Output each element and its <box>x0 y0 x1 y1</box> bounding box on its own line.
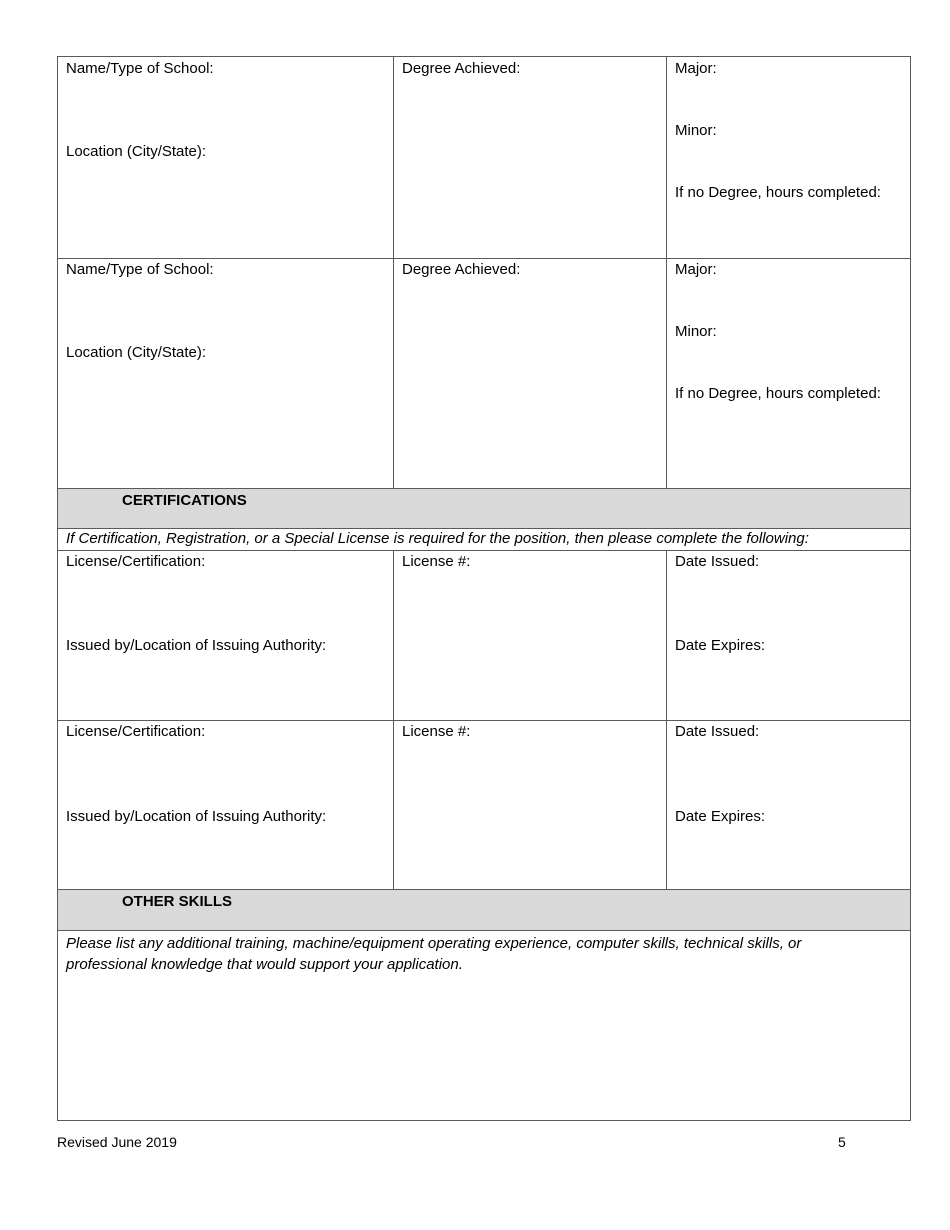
minor-label: Minor: <box>675 122 717 139</box>
license-number-label: License #: <box>402 553 471 570</box>
education-row <box>57 259 911 489</box>
other-skills-header <box>57 890 911 931</box>
major-label: Major: <box>675 60 717 77</box>
location-label: Location (City/State): <box>66 143 207 160</box>
location-label: Location (City/State): <box>66 344 207 361</box>
other-skills-instruction: Please list any additional training, machine/equipment operating experience, computer skills, technical skills, or professional knowledge that would support your application. <box>66 935 802 973</box>
date-issued-label: Date Issued: <box>675 723 760 740</box>
application-form-table <box>57 56 911 1121</box>
certification-row <box>57 551 911 721</box>
revised-date: Revised June 2019 <box>57 1134 177 1150</box>
major-cell[interactable] <box>667 259 910 488</box>
certification-row <box>57 721 911 890</box>
license-cell[interactable] <box>58 551 394 720</box>
education-row <box>57 56 911 259</box>
issued-by-label: Issued by/Location of Issuing Authority: <box>66 808 327 825</box>
major-label: Major: <box>675 261 717 278</box>
dates-cell[interactable] <box>667 551 910 720</box>
hours-label: If no Degree, hours completed: <box>675 184 881 201</box>
license-label: License/Certification: <box>66 553 206 570</box>
school-cell[interactable] <box>58 259 394 488</box>
other-skills-title: OTHER SKILLS <box>122 893 233 910</box>
degree-label: Degree Achieved: <box>402 60 521 77</box>
page-number: 5 <box>838 1134 846 1150</box>
school-label: Name/Type of School: <box>66 60 214 77</box>
license-cell[interactable] <box>58 721 394 889</box>
certifications-header <box>57 489 911 529</box>
hours-label: If no Degree, hours completed: <box>675 385 881 402</box>
degree-label: Degree Achieved: <box>402 261 521 278</box>
license-number-cell[interactable] <box>394 721 667 889</box>
minor-label: Minor: <box>675 323 717 340</box>
certifications-instruction-row <box>57 529 911 551</box>
other-skills-row[interactable] <box>57 931 911 1121</box>
date-issued-label: Date Issued: <box>675 553 760 570</box>
license-number-cell[interactable] <box>394 551 667 720</box>
school-cell[interactable] <box>58 57 394 258</box>
degree-cell[interactable] <box>394 259 667 488</box>
date-expires-label: Date Expires: <box>675 637 766 654</box>
license-label: License/Certification: <box>66 723 206 740</box>
school-label: Name/Type of School: <box>66 261 214 278</box>
date-expires-label: Date Expires: <box>675 808 766 825</box>
certifications-instruction: If Certification, Registration, or a Special License is required for the position, then please complete the following: <box>66 530 809 547</box>
issued-by-label: Issued by/Location of Issuing Authority: <box>66 637 327 654</box>
certifications-title: CERTIFICATIONS <box>122 492 247 509</box>
dates-cell[interactable] <box>667 721 910 889</box>
degree-cell[interactable] <box>394 57 667 258</box>
license-number-label: License #: <box>402 723 471 740</box>
major-cell[interactable] <box>667 57 910 258</box>
